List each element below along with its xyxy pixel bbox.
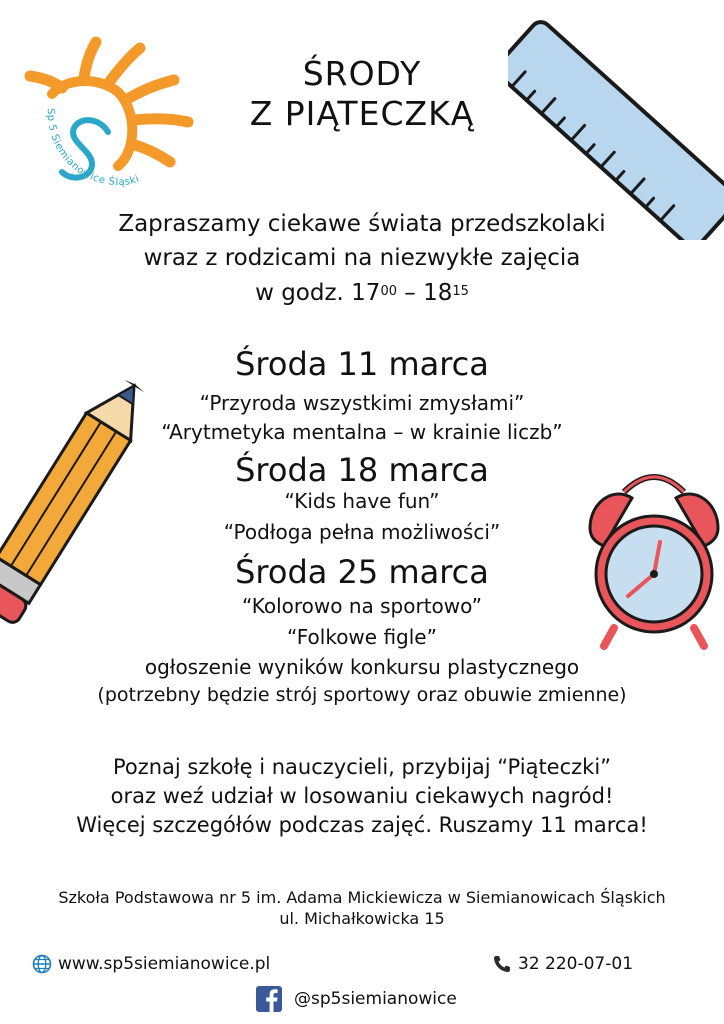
time-prefix: w godz. 17 xyxy=(255,280,381,306)
intro-line-2: wraz z rodzicami na niezwykłe zajęcia xyxy=(143,245,581,271)
phone-link[interactable] xyxy=(492,952,633,976)
event-item: “Podłoga pełna możliwości” xyxy=(223,520,501,544)
facebook-icon xyxy=(256,986,282,1012)
promo-line-2: oraz weź udział w losowaniu ciekawych nagród! xyxy=(110,784,614,808)
note-text: (potrzebny będzie strój sportowy oraz obuwie zmienne) xyxy=(97,684,627,706)
intro-time xyxy=(0,278,724,309)
day-heading: Środa 11 marca xyxy=(235,345,489,383)
start-minutes: 00 xyxy=(380,284,397,299)
school-address: ul. Michałkowicka 15 xyxy=(279,909,445,928)
intro-line-1: Zapraszamy ciekawe świata przedszkolaki xyxy=(118,211,606,237)
website-text: www.sp5siemianowice.pl xyxy=(58,954,271,974)
globe-icon xyxy=(32,954,52,974)
school-name: Szkoła Podstawowa nr 5 im. Adama Mickiewicza w Siemianowicach Śląskich xyxy=(58,888,666,907)
phone-icon xyxy=(492,954,512,974)
end-minutes: 15 xyxy=(452,284,469,299)
title-line-1: ŚRODY xyxy=(302,54,422,93)
day-heading: Środa 25 marca xyxy=(235,553,489,591)
time-dash: – 18 xyxy=(396,280,453,306)
title-line-2: Z PIĄTECZKĄ xyxy=(249,94,475,133)
logo-text: Sp 5 Siemianowice Śląski xyxy=(44,107,142,189)
event-item: “Przyroda wszystkimi zmysłami” xyxy=(199,391,525,415)
event-item: “Folkowe figle” xyxy=(287,625,437,649)
promo-line-1: Poznaj szkołę i nauczycieli, przybijaj “Piąteczki” xyxy=(112,755,612,779)
website-link[interactable] xyxy=(32,952,270,976)
facebook-text: @sp5siemianowice xyxy=(294,989,457,1009)
event-item: “Kolorowo na sportowo” xyxy=(241,594,483,618)
promo-line-3: Więcej szczegółów podczas zajęć. Ruszamy 11 marca! xyxy=(76,813,648,837)
facebook-link[interactable] xyxy=(256,986,457,1012)
event-item: “Kids have fun” xyxy=(284,489,440,513)
event-item: ogłoszenie wyników konkursu plastycznego xyxy=(144,655,580,679)
event-item: “Arytmetyka mentalna – w krainie liczb” xyxy=(161,420,563,444)
phone-text: 32 220-07-01 xyxy=(518,954,634,974)
day-heading: Środa 18 marca xyxy=(235,451,489,489)
